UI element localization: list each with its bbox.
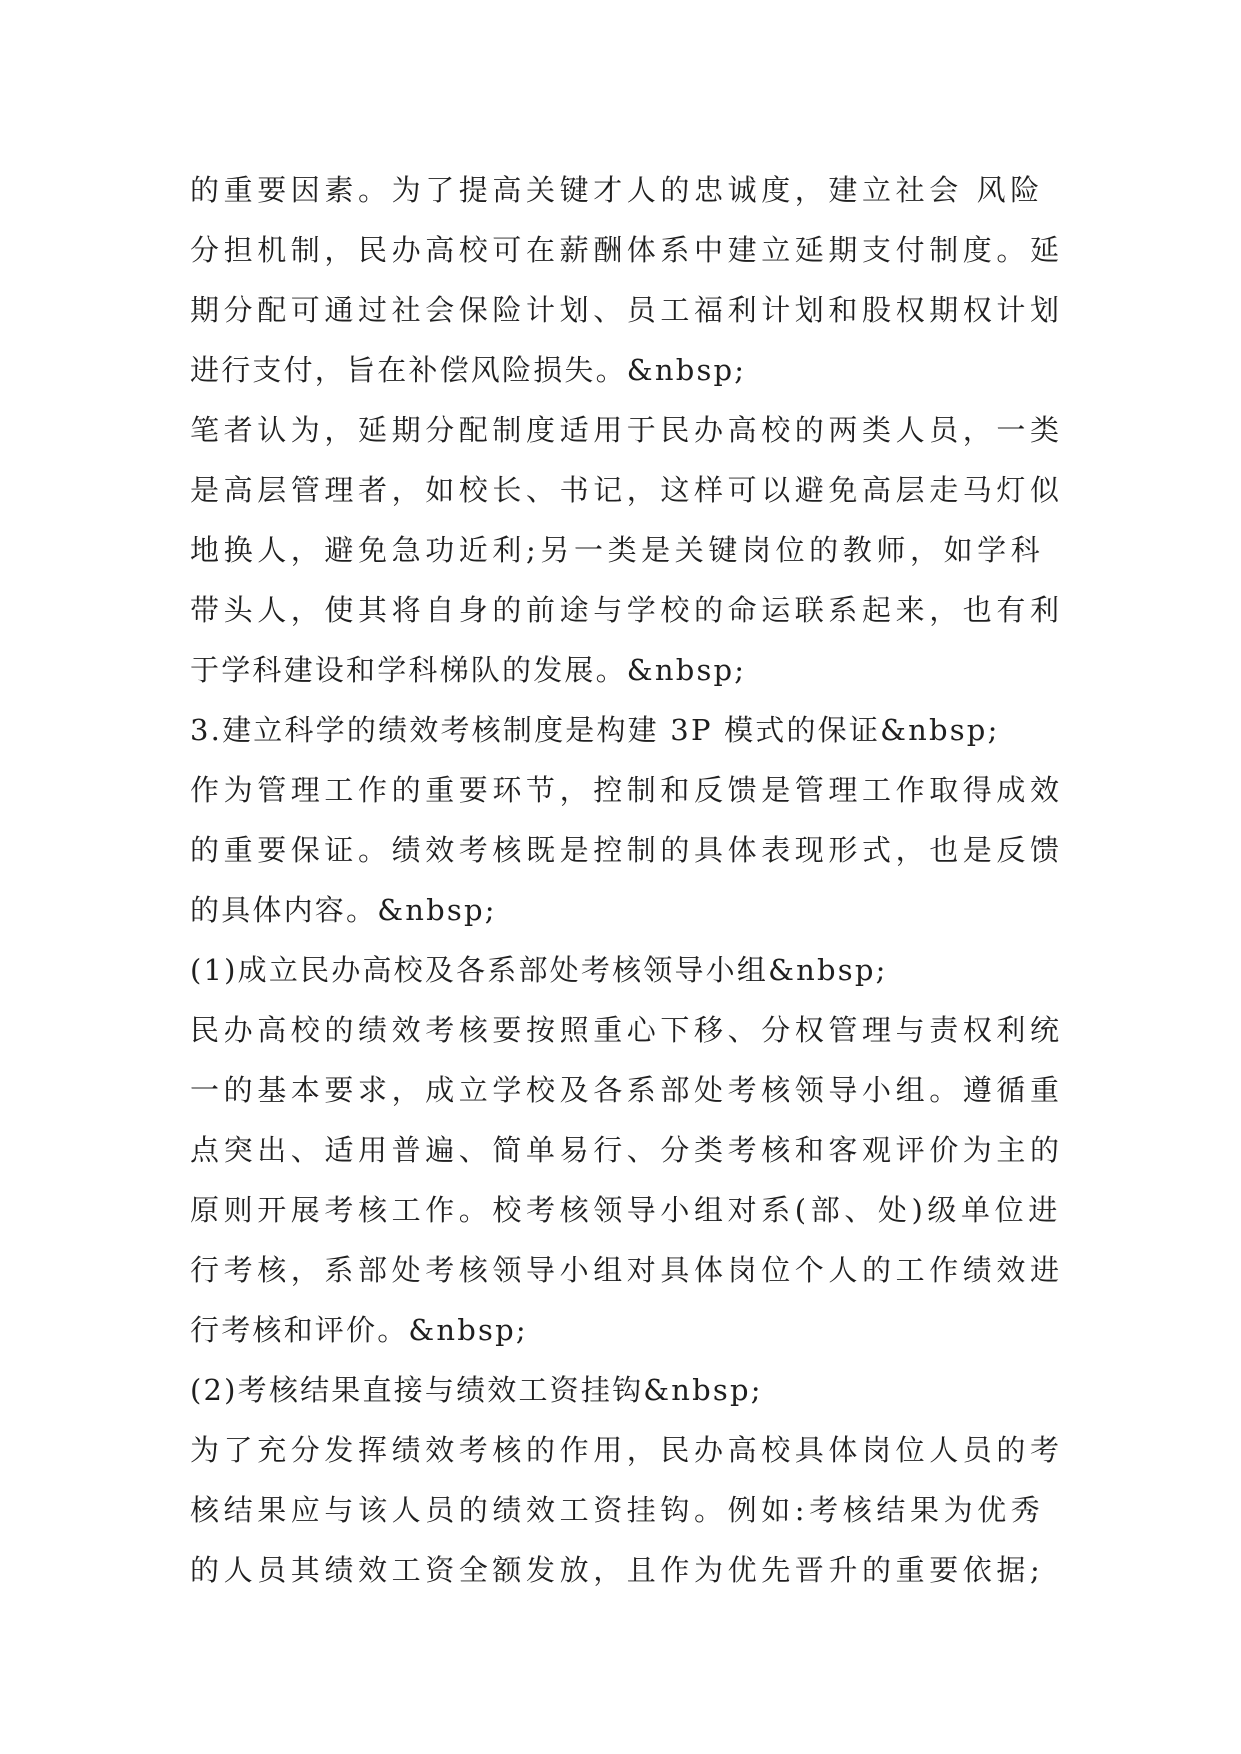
text-line: 地换人，避免急功近利;另一类是关键岗位的教师，如学科 (190, 533, 1045, 567)
text-line: 点突出、适用普遍、简单易行、分类考核和客观评价为主的 (190, 1133, 1064, 1167)
body-text (190, 160, 1064, 1600)
text-line: 进行支付，旨在补偿风险损失。&nbsp; (190, 353, 747, 387)
text-line: 核结果应与该人员的绩效工资挂钩。例如:考核结果为优秀 (190, 1493, 1045, 1527)
text-line: 于学科建设和学科梯队的发展。&nbsp; (190, 653, 747, 687)
text-line: 民办高校的绩效考核要按照重心下移、分权管理与责权利统 (190, 1013, 1064, 1047)
text-line: 行考核，系部处考核领导小组对具体岗位个人的工作绩效进 (190, 1253, 1064, 1287)
text-line: 的具体内容。&nbsp; (190, 893, 497, 927)
text-line: 期分配可通过社会保险计划、员工福利计划和股权期权计划 (190, 293, 1064, 327)
text-line: 行考核和评价。&nbsp; (190, 1313, 528, 1347)
text-line: 带头人，使其将自身的前途与学校的命运联系起来，也有利 (190, 593, 1064, 627)
text-line: 的重要保证。绩效考核既是控制的具体表现形式，也是反馈 (190, 833, 1064, 867)
text-line: 的人员其绩效工资全额发放，且作为优先晋升的重要依据; (190, 1553, 1045, 1587)
text-line: 的重要因素。为了提高关键才人的忠诚度，建立社会 风险 (190, 173, 1044, 207)
section-heading: 3.建立科学的绩效考核制度是构建 3P 模式的保证&nbsp; (190, 713, 1000, 747)
subsection-heading: (1)成立民办高校及各系部处考核领导小组&nbsp; (190, 953, 888, 987)
text-line: 作为管理工作的重要环节，控制和反馈是管理工作取得成效 (190, 773, 1064, 807)
text-line: 笔者认为，延期分配制度适用于民办高校的两类人员，一类 (190, 413, 1064, 447)
text-line: 分担机制，民办高校可在薪酬体系中建立延期支付制度。延 (190, 233, 1064, 267)
text-line: 是高层管理者，如校长、书记，这样可以避免高层走马灯似 (190, 473, 1064, 507)
text-line: 为了充分发挥绩效考核的作用，民办高校具体岗位人员的考 (190, 1433, 1064, 1467)
text-line: 原则开展考核工作。校考核领导小组对系(部、处)级单位进 (190, 1193, 1062, 1227)
text-line: 一的基本要求，成立学校及各系部处考核领导小组。遵循重 (190, 1073, 1064, 1107)
subsection-heading: (2)考核结果直接与绩效工资挂钩&nbsp; (190, 1373, 763, 1407)
